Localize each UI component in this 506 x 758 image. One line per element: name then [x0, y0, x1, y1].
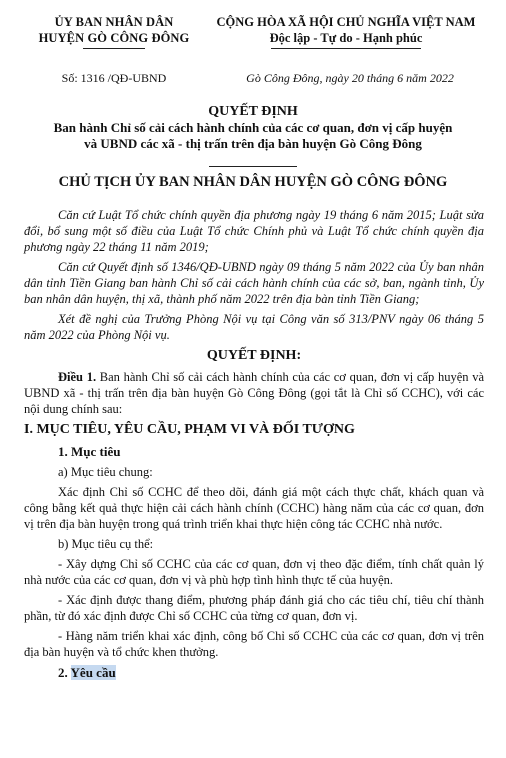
- specific-objective-item: - Xây dựng Chỉ số CCHC của các cơ quan, đơn vị theo đặc điểm, tính chất quản lý nhà nước của các cơ quan, đơn vị và phù hợp tình hình thực tế của huyện.: [24, 557, 484, 587]
- article-1-label: Điều 1.: [58, 370, 97, 384]
- specific-objective-item: - Xác định được thang điểm, phương pháp đánh giá cho các tiêu chí, tiêu chí thành phần, từ đó xác định được Chỉ số CCHC của từng cơ quan, đơn vị.: [24, 593, 484, 623]
- agency-line-1: ỦY BAN NHÂN DÂN: [54, 15, 174, 29]
- specific-objective-item: - Hàng năm triển khai xác định, công bố Chỉ số CCHC của các cơ quan, đơn vị trên địa bàn huyện và tổ chức khen thưởng.: [24, 629, 484, 659]
- preamble-paragraph-1: Căn cứ Luật Tổ chức chính quyền địa phương ngày 19 tháng 6 năm 2015; Luật sửa đổi, bổ sung một số điều của Luật Tổ chức Chính phủ và Luật Tổ chức chính quyền địa phương ngày 22 tháng 11 năm 2019;: [24, 208, 484, 254]
- national-motto: Độc lập - Tự do - Hạnh phúc: [269, 31, 423, 45]
- document-body: [24, 207, 484, 685]
- title-block: [20, 103, 486, 191]
- general-objective-label: a) Mục tiêu chung:: [58, 465, 153, 479]
- title-divider: [209, 166, 297, 167]
- subsection-requirements: [58, 664, 484, 681]
- article-1-text: Ban hành Chỉ số cải cách hành chính của các cơ quan, đơn vị cấp huyện và UBND xã - thị trấn trên địa bàn huyện Gò Công Đông (gọi tắt là Chỉ số CCHC), với các nội dung chính sau:: [24, 370, 484, 416]
- decision-heading: QUYẾT ĐỊNH:: [206, 348, 302, 363]
- agency-underline: [83, 48, 145, 49]
- general-objective-text: Xác định Chỉ số CCHC để theo dõi, đánh giá một cách thực chất, khách quan và công bằng kết quả thực hiện cải cách hành chính (CCHC) hàng năm của các cơ quan, đơn vị trên địa bàn huyện trong quá trình triển khai thực hiện công tác CCHC nhà nước.: [24, 485, 484, 531]
- issuing-agency: [24, 14, 204, 49]
- requirements-number: 2.: [58, 665, 68, 680]
- specific-objective-label: b) Mục tiêu cụ thể:: [58, 537, 154, 551]
- subsection-objectives: 1. Mục tiêu: [58, 444, 121, 459]
- issuing-authority: CHỦ TỊCH ỦY BAN NHÂN DÂN HUYỆN GÒ CÔNG ĐÔNG: [58, 174, 448, 190]
- subject-line-1: Ban hành Chỉ số cải cách hành chính của các cơ quan, đơn vị cấp huyện: [53, 120, 453, 135]
- nation-name: CỘNG HÒA XÃ HỘI CHỦ NGHĨA VIỆT NAM: [216, 15, 476, 29]
- national-heading: [196, 14, 496, 49]
- agency-line-2: HUYỆN GÒ CÔNG ĐÔNG: [38, 31, 190, 45]
- preamble-paragraph-3: Xét đề nghị của Trưởng Phòng Nội vụ tại Công văn số 313/PNV ngày 06 tháng 5 năm 2022 của Phòng Nội vụ.: [24, 312, 484, 342]
- motto-underline: [271, 48, 421, 49]
- subject-line-2: và UBND các xã - thị trấn trên địa bàn huyện Gò Công Đông: [84, 136, 422, 151]
- requirements-title-highlighted: Yêu cầu: [70, 665, 116, 680]
- document-number: Số: 1316 /QĐ-UBND: [61, 71, 167, 85]
- article-1: [24, 369, 484, 417]
- section-1-heading: I. MỤC TIÊU, YÊU CẦU, PHẠM VI VÀ ĐỐI TƯỢNG: [24, 422, 355, 437]
- document-header: [0, 14, 506, 94]
- preamble-paragraph-2: Căn cứ Quyết định số 1346/QĐ-UBND ngày 09 tháng 5 năm 2022 của Ủy ban nhân dân tỉnh Tiền Giang ban hành Chỉ số cải cách hành chính của các sở, ban, ngành tỉnh, Ủy ban nhân dân huyện, thị xã, thành phố năm 2022 trên địa bàn tỉnh Tiền Giang;: [24, 260, 484, 306]
- place-and-date: Gò Công Đông, ngày 20 tháng 6 năm 2022: [246, 71, 454, 85]
- document-type: QUYẾT ĐỊNH: [208, 104, 298, 119]
